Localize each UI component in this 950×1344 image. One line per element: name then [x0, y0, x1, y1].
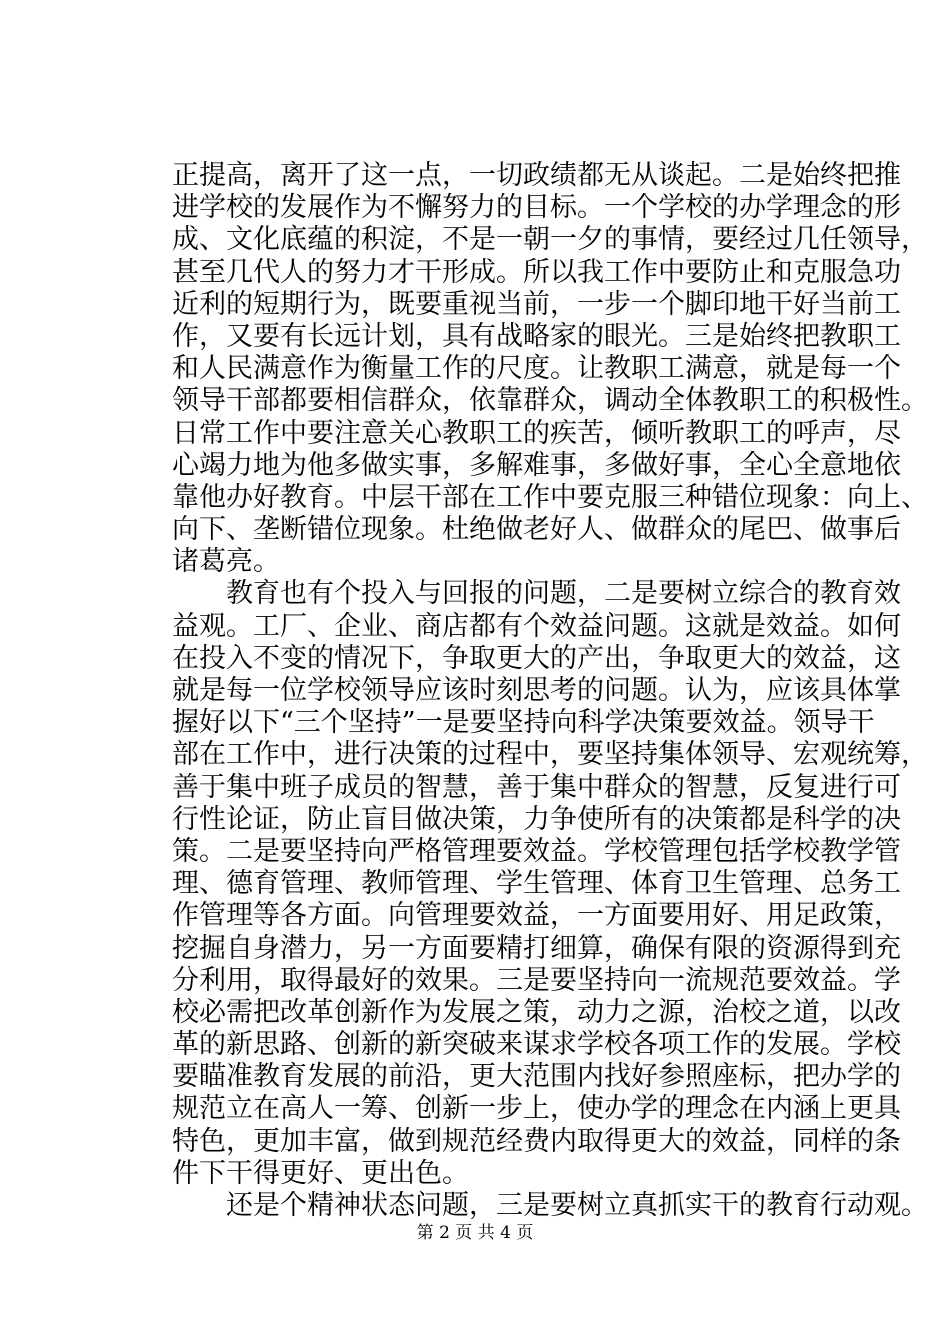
- text-line: 行性论证，防止盲目做决策，力争使所有的决策都是科学的决: [172, 803, 901, 835]
- text-line: 校必需把改革创新作为发展之策，动力之源，治校之道，以改: [172, 996, 901, 1028]
- text-line: 作，又要有长远计划，具有战略家的眼光。三是始终把教职工: [172, 320, 901, 352]
- text-line: 策。二是要坚持向严格管理要效益。学校管理包括学校教学管: [172, 835, 901, 867]
- text-line: 理、德育管理、教师管理、学生管理、体育卫生管理、总务工: [172, 868, 901, 900]
- text-line: 教育也有个投入与回报的问题，二是要树立综合的教育效: [226, 578, 901, 610]
- text-line: 甚至几代人的努力才干形成。所以我工作中要防止和克服急功: [172, 256, 901, 288]
- text-line: 正提高，离开了这一点，一切政绩都无从谈起。二是始终把推: [172, 160, 901, 191]
- text-line: 件下干得更好、更出色。: [172, 1157, 469, 1189]
- text-line: 近利的短期行为，既要重视当前，一步一个脚印地干好当前工: [172, 288, 901, 320]
- text-line: 进学校的发展作为不懈努力的目标。一个学校的办学理念的形: [172, 192, 901, 224]
- text-line: 心竭力地为他多做实事，多解难事，多做好事，全心全意地依: [172, 449, 901, 481]
- text-line: 益观。工厂、企业、商店都有个效益问题。这就是效益。如何: [172, 610, 901, 642]
- body-text: [172, 160, 928, 1222]
- text-line: 向下、垄断错位现象。杜绝做老好人、做群众的尾巴、做事后: [172, 514, 901, 546]
- text-line: 分利用，取得最好的效果。三是要坚持向一流规范要效益。学: [172, 964, 901, 996]
- text-line: 还是个精神状态问题，三是要树立真抓实干的教育行动观。: [226, 1190, 928, 1221]
- text-line: 部在工作中，进行决策的过程中，要坚持集体领导、宏观统筹，: [172, 739, 928, 771]
- text-line: 握好以下“三个坚持”一是要坚持向科学决策要效益。领导干: [172, 707, 875, 739]
- text-line: 领导干部都要相信群众，依靠群众，调动全体教职工的积极性。: [172, 385, 928, 417]
- text-line: 日常工作中要注意关心教职工的疾苦，倾听教职工的呼声，尽: [172, 417, 901, 449]
- paragraph: [172, 578, 928, 1190]
- paragraph: [172, 160, 928, 578]
- text-line: 善于集中班子成员的智慧，善于集中群众的智慧，反复进行可: [172, 771, 901, 803]
- page-footer: 第 2 页 共 4 页: [416, 1223, 534, 1243]
- text-line: 作管理等各方面。向管理要效益，一方面要用好、用足政策，: [172, 900, 901, 932]
- text-line: 规范立在高人一筹、创新一步上，使办学的理念在内涵上更具: [172, 1093, 901, 1125]
- text-line: 特色，更加丰富，做到规范经费内取得更大的效益，同样的条: [172, 1125, 901, 1157]
- text-line: 就是每一位学校领导应该时刻思考的问题。认为，应该具体掌: [172, 675, 901, 706]
- text-line: 革的新思路、创新的新突破来谋求学校各项工作的发展。学校: [172, 1029, 901, 1061]
- text-line: 在投入不变的情况下，争取更大的产出，争取更大的效益，这: [172, 642, 901, 674]
- text-line: 挖掘自身潜力，另一方面要精打细算，确保有限的资源得到充: [172, 932, 901, 964]
- text-line: 和人民满意作为衡量工作的尺度。让教职工满意，就是每一个: [172, 353, 901, 385]
- text-line: 成、文化底蕴的积淀，不是一朝一夕的事情，要经过几任领导，: [172, 224, 928, 256]
- text-line: 靠他办好教育。中层干部在工作中要克服三种错位现象：向上、: [172, 481, 928, 513]
- text-line: 要瞄准教育发展的前沿，更大范围内找好参照座标，把办学的: [172, 1061, 901, 1093]
- text-line: 诸葛亮。: [172, 546, 280, 578]
